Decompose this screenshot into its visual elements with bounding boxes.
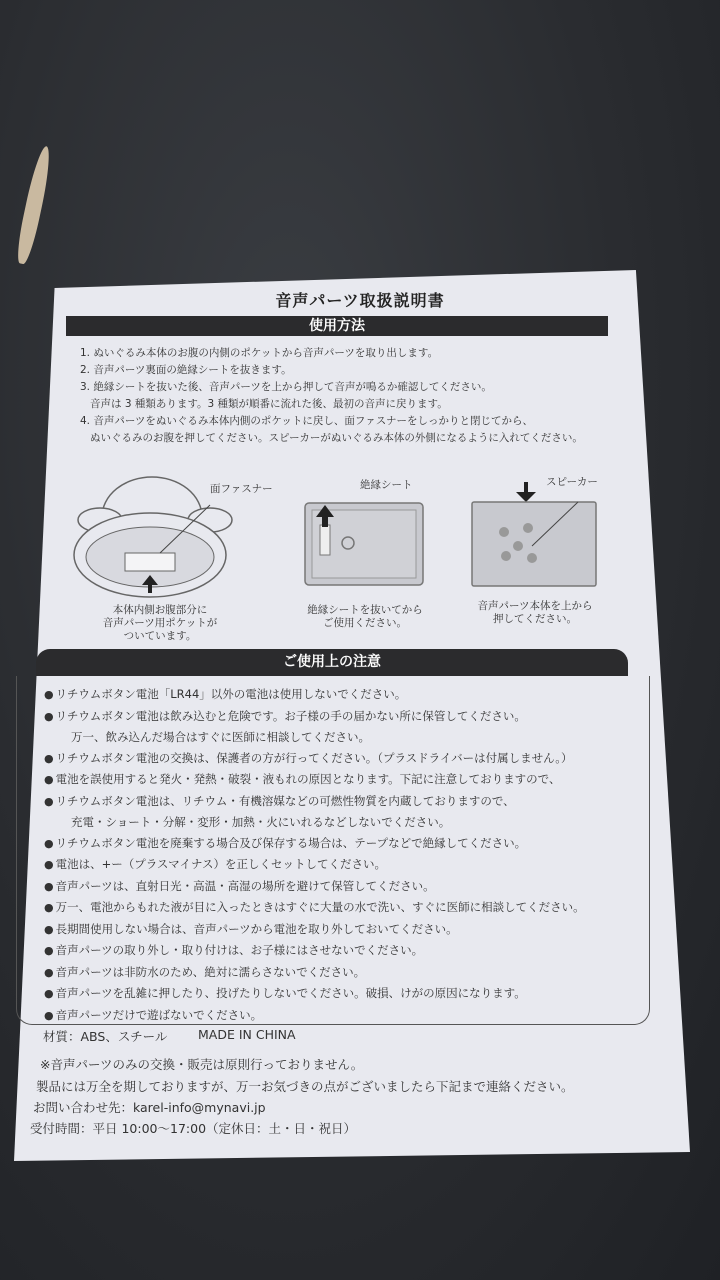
bullet-icon: ● <box>44 987 54 1000</box>
caution-heading: ご使用上の注意 <box>36 649 628 676</box>
caution-text: 充電・ショート・分解・変形・加熱・火にいれるなどしないでください。 <box>71 815 451 829</box>
caution-item <box>44 983 644 1005</box>
bullet-icon: ● <box>44 965 54 979</box>
caution-text: 電池は、+ー（プラスマイナス）を正しくセットしてください。 <box>55 857 386 871</box>
caution-item <box>44 769 644 791</box>
background-tear <box>14 145 55 266</box>
fig3-caption <box>460 600 610 626</box>
bullet-icon: ● <box>44 709 54 723</box>
fig2-label: 絶縁シート <box>360 479 413 491</box>
step-item: 3. 絶縁シートを抜いた後、音声パーツを上から押して音声が鳴るか確認してください。 <box>80 381 492 393</box>
caution-item <box>44 748 644 770</box>
caution-text: リチウムボタン電池を廃棄する場合及び保存する場合は、テープなどで絶縁してください。 <box>55 835 527 850</box>
caption-line: ついています。 <box>123 630 197 642</box>
insulation-sheet-illustration <box>300 495 430 590</box>
caution-text: 万一、飲み込んだ場合はすぐに医師に相談してください。 <box>71 730 370 744</box>
business-hours: 受付時間：平日 10:00～17:00（定休日：土・日・祝日） <box>30 1121 357 1136</box>
caution-item <box>44 791 644 813</box>
bullet-icon: ● <box>44 751 54 765</box>
caption-line: 音声パーツ本体を上から <box>477 600 593 612</box>
caution-item <box>44 684 644 706</box>
caution-item <box>44 727 644 748</box>
speaker-illustration <box>468 480 600 590</box>
caution-text: リチウムボタン電池は飲み込むと危険です。お子様の手の届かない所に保管してください。 <box>55 708 526 723</box>
exchange-note: ※音声パーツのみの交換・販売は原則行っておりません。 <box>40 1057 364 1072</box>
caution-text: 音声パーツだけで遊ばないでください。 <box>55 1007 263 1022</box>
fig2-caption <box>290 604 440 630</box>
bullet-icon: ● <box>44 836 54 850</box>
made-in-text: MADE IN CHINA <box>198 1027 296 1042</box>
document-title: 音声パーツ取扱説明書 <box>275 291 445 310</box>
fig1-label: 面ファスナー <box>210 483 273 495</box>
usage-steps <box>80 345 620 447</box>
fig3-label: スピーカー <box>546 476 598 488</box>
caution-item <box>44 833 644 855</box>
caption-line: ご使用ください。 <box>323 617 407 629</box>
caution-item <box>44 812 644 833</box>
contact-email: お問い合わせ先：karel-info@mynavi.jp <box>33 1100 266 1115</box>
bullet-icon: ● <box>44 944 54 957</box>
caution-item <box>44 1005 644 1027</box>
caution-item <box>44 854 644 876</box>
fig1-caption <box>70 604 250 643</box>
caution-item <box>44 876 644 898</box>
caution-item <box>44 897 644 919</box>
material-text: 材質：ABS、スチール <box>43 1029 168 1044</box>
caution-text: 音声パーツは非防水のため、絶対に濡らさないでください。 <box>55 964 366 979</box>
caution-text: リチウムボタン電池の交換は、保護者の方が行ってください。（プラスドライバーは付属しません。） <box>55 750 573 765</box>
caution-text: リチウムボタン電池は、リチウム・有機溶媒などの可燃性物質を内蔵しておりますので、 <box>55 793 515 808</box>
step-item: 2. 音声パーツ裏面の絶縁シートを抜きます。 <box>80 364 292 376</box>
step-item: 音声は 3 種類あります。3 種類が順番に流れた後、最初の音声に戻ります。 <box>90 398 448 410</box>
usage-heading: 使用方法 <box>66 316 608 336</box>
caution-text: 電池を誤使用すると発火・発熱・破裂・液もれの原因となります。下記に注意しておりますので、 <box>55 772 561 786</box>
bullet-icon: ● <box>44 922 54 936</box>
caution-text: リチウムボタン電池「LR44」以外の電池は使用しないでください。 <box>55 687 407 701</box>
step-item: ぬいぐるみのお腹を押してください。スピーカーがぬいぐるみ本体の外側になるように入れてください。 <box>90 432 583 444</box>
caption-line: 音声パーツ用ポケットが <box>102 617 218 629</box>
step-item: 4. 音声パーツをぬいぐるみ本体内側のポケットに戻し、面ファスナーをしっかりと閉じてから、 <box>80 415 533 427</box>
caution-list <box>44 684 644 1026</box>
caption-line: 押してください。 <box>493 613 577 625</box>
bullet-icon: ● <box>44 688 54 701</box>
caution-text: 万一、電池からもれた液が目に入ったときはすぐに大量の水で洗い、すぐに医師に相談してください。 <box>55 900 585 914</box>
contact-request-note: 製品には万全を期しておりますが、万一お気づきの点がございましたら下記まで連絡ください。 <box>36 1079 574 1094</box>
caption-line: 本体内側お腹部分に <box>112 604 208 616</box>
caution-text: 音声パーツの取り外し・取り付けは、お子様にはさせないでください。 <box>55 943 424 957</box>
bullet-icon: ● <box>44 858 54 871</box>
caption-line: 絶縁シートを抜いてから <box>307 604 423 616</box>
bullet-icon: ● <box>44 794 54 808</box>
caution-item <box>44 919 644 941</box>
bullet-icon: ● <box>44 773 54 786</box>
caution-text: 長期間使用しない場合は、音声パーツから電池を取り外しておいてください。 <box>55 921 458 936</box>
bullet-icon: ● <box>44 901 54 914</box>
caution-item <box>44 940 644 962</box>
caution-item <box>44 962 644 984</box>
step-item: 1. ぬいぐるみ本体のお腹の内側のポケットから音声パーツを取り出します。 <box>80 347 439 359</box>
bullet-icon: ● <box>44 879 54 893</box>
bullet-icon: ● <box>44 1008 54 1022</box>
caution-text: 音声パーツを乱雑に押したり、投げたりしないでください。破損、けがの原因になります。 <box>55 986 526 1000</box>
caution-text: 音声パーツは、直射日光・高温・高湿の場所を避けて保管してください。 <box>55 878 435 893</box>
caution-item <box>44 706 644 728</box>
